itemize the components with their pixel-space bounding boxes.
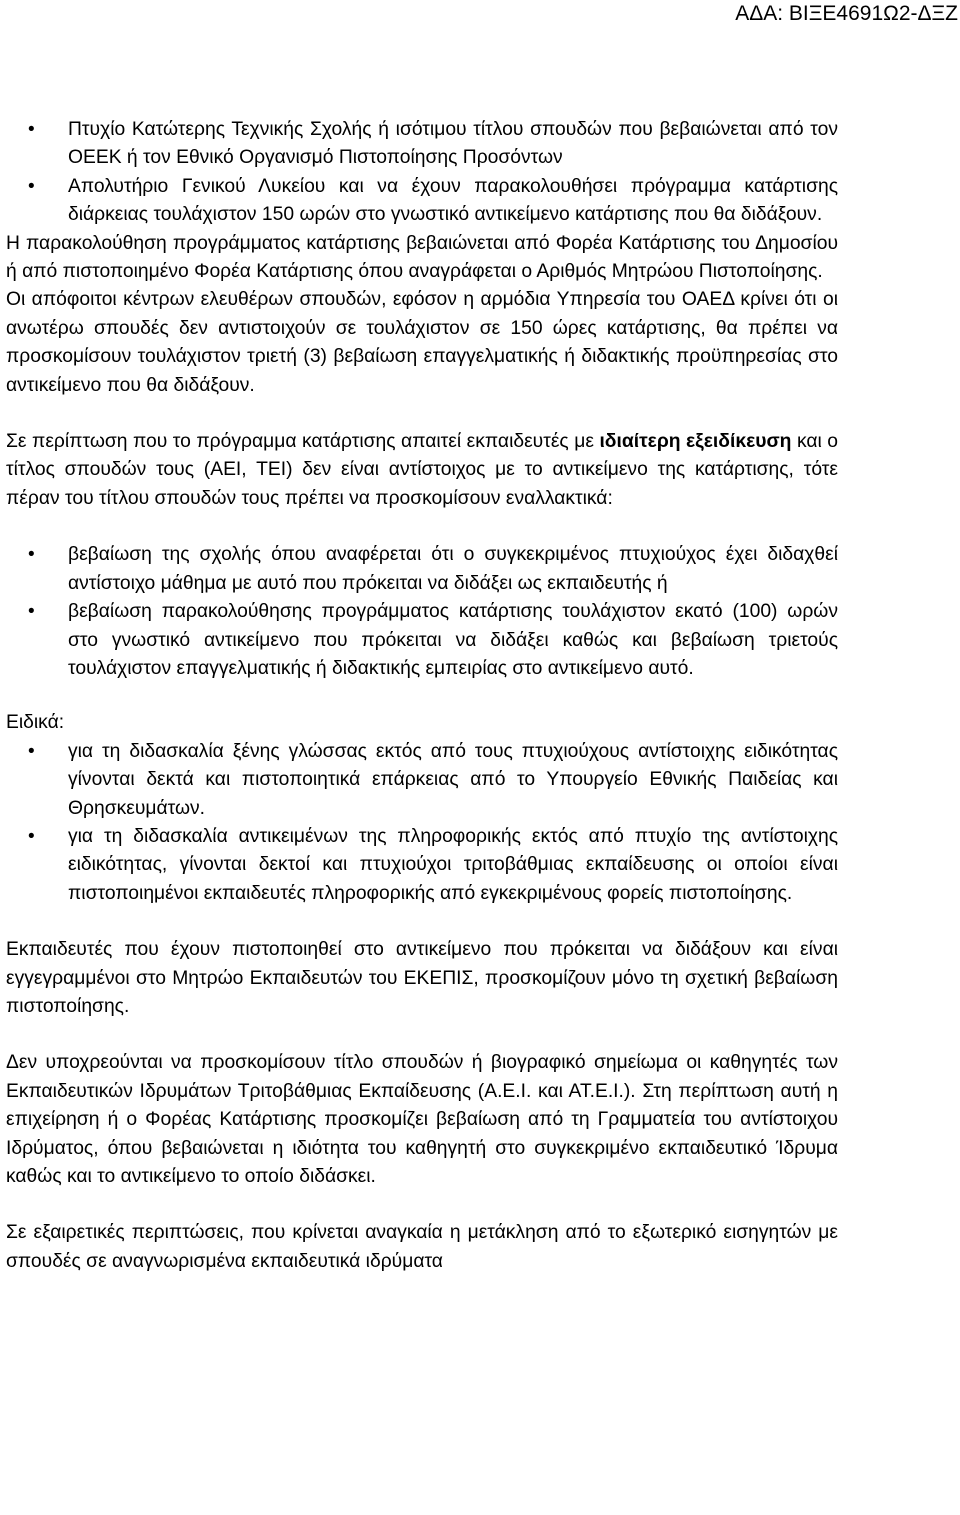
list-item-text: βεβαίωση της σχολής όπου αναφέρεται ότι ο συγκεκριμένος πτυχιούχος έχει διδαχθεί αντίστοιχο μάθημα με αυτό που πρόκειται να διδάξει ως εκπαιδευτής ή [68, 544, 838, 594]
list-item-text: βεβαίωση παρακολούθησης προγράμματος κατάρτισης τουλάχιστον εκατό (100) ωρών στο γνωστικό αντικείμενο που πρόκειται να διδάξει καθώς και βεβαίωση τριετούς τουλάχιστον επαγγελματικής ή διδακτικής εμπειρίας στο αντικείμενο αυτό. [68, 601, 838, 679]
bullet-icon: • [28, 740, 35, 762]
specialization-text-a: Σε περίπτωση που το πρόγραμμα κατάρτισης απαιτεί εκπαιδευτές με [6, 431, 600, 453]
specialization-bold: ιδιαίτερη εξειδίκευση [599, 431, 792, 453]
alternatives-list [6, 541, 838, 683]
bullet-icon: • [28, 175, 35, 197]
spacer [6, 908, 838, 936]
list-item [6, 823, 838, 908]
list-item-text: Απολυτήριο Γενικού Λυκείου και να έχουν παρακολουθήσει πρόγραμμα κατάρτισης διάρκειας τουλάχιστον 150 ωρών στο γνωστικό αντικείμενο κατάρτισης που θα διδάξουν. [68, 175, 838, 226]
list-item [6, 541, 838, 598]
special-heading: Ειδικά: [6, 712, 65, 734]
spacer [6, 513, 838, 541]
ada-code: ΑΔΑ: ΒΙΞΕ4691Ω2-ΔΞΖ [735, 2, 958, 25]
bullet-icon: • [28, 544, 35, 566]
qualification-list [6, 116, 838, 230]
document-body [6, 116, 838, 1276]
special-cases-list [6, 738, 838, 908]
list-item-text: για τη διδασκαλία ξένης γλώσσας εκτός από τους πτυχιούχους αντίστοιχης ειδικότητας γίνονται δεκτά και πιστοποιητικά επάρκειας από το Υπουργείο Εθνικής Παιδείας και Θρησκευμάτων. [68, 740, 838, 819]
training-attendance-paragraph: Η παρακολούθηση προγράμματος κατάρτισης βεβαιώνεται από Φορέα Κατάρτισης του Δημοσίου ή από πιστοποιημένο Φορέα Κατάρτισης όπου αναγράφεται ο Αριθμός Μητρώου Πιστοποίησης. [6, 232, 838, 283]
spacer [6, 683, 838, 709]
spacer [6, 400, 838, 428]
list-item-text: Πτυχίο Κατώτερης Τεχνικής Σχολής ή ισότιμου τίτλου σπουδών που βεβαιώνεται από τον ΟΕΕΚ ή τον Εθνικό Οργανισμό Πιστοποίησης Προσόντων [68, 119, 838, 169]
spacer [6, 1021, 838, 1049]
bullet-icon: • [28, 825, 35, 847]
list-item [6, 116, 838, 173]
list-item [6, 738, 838, 823]
bullet-icon: • [28, 601, 35, 623]
list-item-text: για τη διδασκαλία αντικειμένων της πληροφορικής εκτός από πτυχίο της αντίστοιχης ειδικότητας, γίνονται δεκτοί και πτυχιούχοι τριτοβάθμιας εκπαίδευσης οι οποίοι είναι πιστοποιημένοι εκπαιδευτές πληροφορικής από εγκεκριμένους φορείς πιστοποίησης. [68, 825, 838, 904]
specialization-text-b: και ο τίτλος σπουδών τους (ΑΕΙ, ΤΕΙ) δεν είναι αντίστοιχος με το αντικείμενο της κατάρτισης, τότε πέραν του τίτλου σπουδών τους πρέπει να προσκομίσουν εναλλακτικά: [6, 431, 839, 509]
specialization-paragraph [6, 428, 838, 513]
list-item [6, 173, 838, 230]
certified-trainers-paragraph: Εκπαιδευτές που έχουν πιστοποιηθεί στο αντικείμενο που πρόκειται να διδάξουν και είναι εγγεγραμμένοι στο Μητρώο Εκπαιδευτών του ΕΚΕΠΙΣ, προσκομίζουν μόνο τη σχετική βεβαίωση πιστοποίησης. [6, 939, 838, 1017]
free-studies-paragraph: Οι απόφοιτοι κέντρων ελευθέρων σπουδών, εφόσον η αρμόδια Υπηρεσία του ΟΑΕΔ κρίνει ότι οι ανωτέρω σπουδές δεν αντιστοιχούν σε τουλάχιστον σε 150 ώρες κατάρτισης, θα πρέπει να προσκομίσουν τουλάχιστον τριετή (3) βεβαίωση επαγγελματικής ή διδακτικής προϋπηρεσίας στο αντικείμενο που θα διδάξουν. [6, 289, 838, 396]
list-item [6, 598, 838, 683]
spacer [6, 1191, 838, 1219]
exceptional-cases-paragraph: Σε εξαιρετικές περιπτώσεις, που κρίνεται αναγκαία η μετάκληση από το εξωτερικό εισηγητών με σπουδές σε αναγνωρισμένα εκπαιδευτικά ιδρύματα [6, 1222, 838, 1272]
university-professors-paragraph: Δεν υποχρεούνται να προσκομίσουν τίτλο σπουδών ή βιογραφικό σημείωμα οι καθηγητές των Εκπαιδευτικών Ιδρυμάτων Τριτοβάθμιας Εκπαίδευσης (Α.Ε.Ι. και ΑΤ.Ε.Ι.). Στη περίπτωση αυτή η επιχείρηση ή ο Φορέας Κατάρτισης προσκομίζει βεβαίωση από τη Γραμματεία του αντίστοιχου Ιδρύματος, όπου βεβαιώνεται η ιδιότητα του καθηγητή στο συγκεκριμένο εκπαιδευτικό Ίδρυμα καθώς και το αντικείμενο το οποίο διδάσκει. [6, 1052, 838, 1187]
bullet-icon: • [28, 119, 35, 140]
